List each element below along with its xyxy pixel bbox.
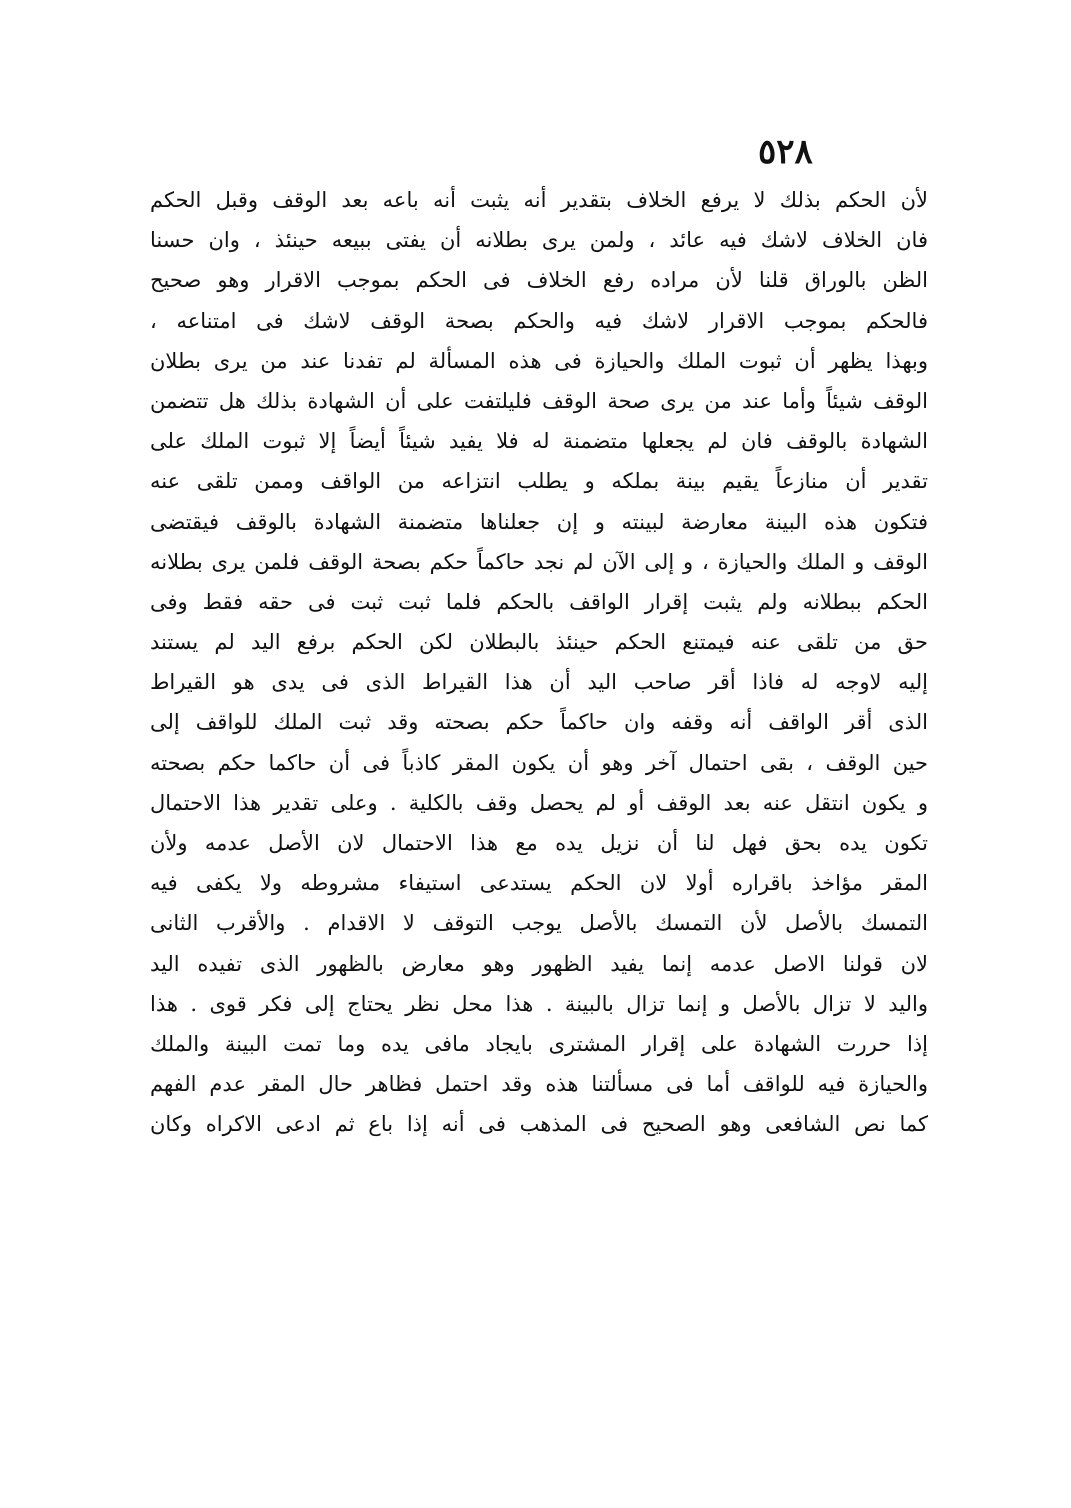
text-line: إليه لاوجه له فاذا أقر صاحب اليد أن هذا القيراط الذى فى يدى هو القيراط: [150, 670, 928, 695]
text-line: تقدير أن منازعاً يقيم بينة بملكه و يطلب انتزاعه من الواقف وممن تلقى عنه: [150, 469, 928, 494]
text-line: و يكون انتقل عنه بعد الوقف أو لم يحصل وقف بالكلية . وعلى تقدير هذا الاحتمال: [150, 790, 928, 815]
body-text: [150, 180, 928, 1145]
text-line: فان الخلاف لاشك فيه عائد ، ولمن يرى بطلانه أن يفتى ببيعه حينئذ ، وان حسنا: [150, 228, 928, 253]
page-number: ٥٢٨: [758, 132, 813, 172]
text-line: الوقف شيئاً وأما عند من يرى صحة الوقف فليلتفت على أن الشهادة بذلك هل تتضمن: [150, 388, 928, 413]
text-line: وبهذا يظهر أن ثبوت الملك والحيازة فى هذه المسألة لم تفدنا عند من يرى بطلان: [150, 348, 928, 373]
text-line: والحيازة فيه للواقف أما فى مسألتنا هذه وقد احتمل فظاهر حال المقر عدم الفهم: [150, 1072, 928, 1097]
text-line: حين الوقف ، بقى احتمال آخر وهو أن يكون المقر كاذباً فى أن حاكما حكم بصحته: [150, 750, 928, 775]
text-line: التمسك بالأصل لأن التمسك بالأصل يوجب التوقف لا الاقدام . والأقرب الثانى: [150, 911, 928, 936]
text-line: واليد لا تزال بالأصل و إنما تزال بالبينة . هذا محل نظر يحتاج إلى فكر قوى . هذا: [150, 991, 928, 1016]
text-line: كما نص الشافعى وهو الصحيح فى المذهب فى أنه إذا باع ثم ادعى الاكراه وكان: [150, 1112, 928, 1137]
text-line: الحكم ببطلانه ولم يثبت إقرار الواقف بالحكم فلما ثبت ثبت فى حقه فقط وفى: [150, 589, 928, 614]
text-line: لان قولنا الاصل عدمه إنما يفيد الظهور وهو معارض بالظهور الذى تفيده اليد: [150, 951, 928, 976]
text-line: الظن بالوراق قلنا لأن مراده رفع الخلاف فى الحكم بموجب الاقرار وهو صحيح: [150, 268, 928, 293]
text-line: الشهادة بالوقف فان لم يجعلها متضمنة له فلا يفيد شيئاً أيضاً إلا ثبوت الملك على: [150, 429, 928, 454]
text-line: تكون يده بحق فهل لنا أن نزيل يده مع هذا الاحتمال لان الأصل عدمه ولأن: [150, 831, 928, 855]
text-line: الوقف و الملك والحيازة ، و إلى الآن لم نجد حاكماً حكم بصحة الوقف فلمن يرى بطلانه: [150, 549, 928, 574]
text-line: المقر مؤاخذ باقراره أولا لان الحكم يستدعى استيفاء مشروطه ولا يكفى فيه: [150, 871, 928, 896]
text-line: فتكون هذه البينة معارضة لبينته و إن جعلناها متضمنة الشهادة بالوقف فيقتضى: [150, 509, 928, 534]
text-line: حق من تلقى عنه فيمتنع الحكم حينئذ بالبطلان لكن الحكم برفع اليد لم يستند: [150, 630, 928, 655]
text-line: الذى أقر الواقف أنه وقفه وان حاكماً حكم بصحته وقد ثبت الملك للواقف إلى: [150, 710, 928, 735]
text-line: إذا حررت الشهادة على إقرار المشترى بايجاد مافى يده وما تمت البينة والملك: [150, 1031, 928, 1056]
text-line: فالحكم بموجب الاقرار لاشك فيه والحكم بصحة الوقف لاشك فى امتناعه ،: [150, 308, 928, 333]
text-line: لأن الحكم بذلك لا يرفع الخلاف بتقدير أنه يثبت أنه باعه بعد الوقف وقبل الحكم: [150, 188, 928, 212]
